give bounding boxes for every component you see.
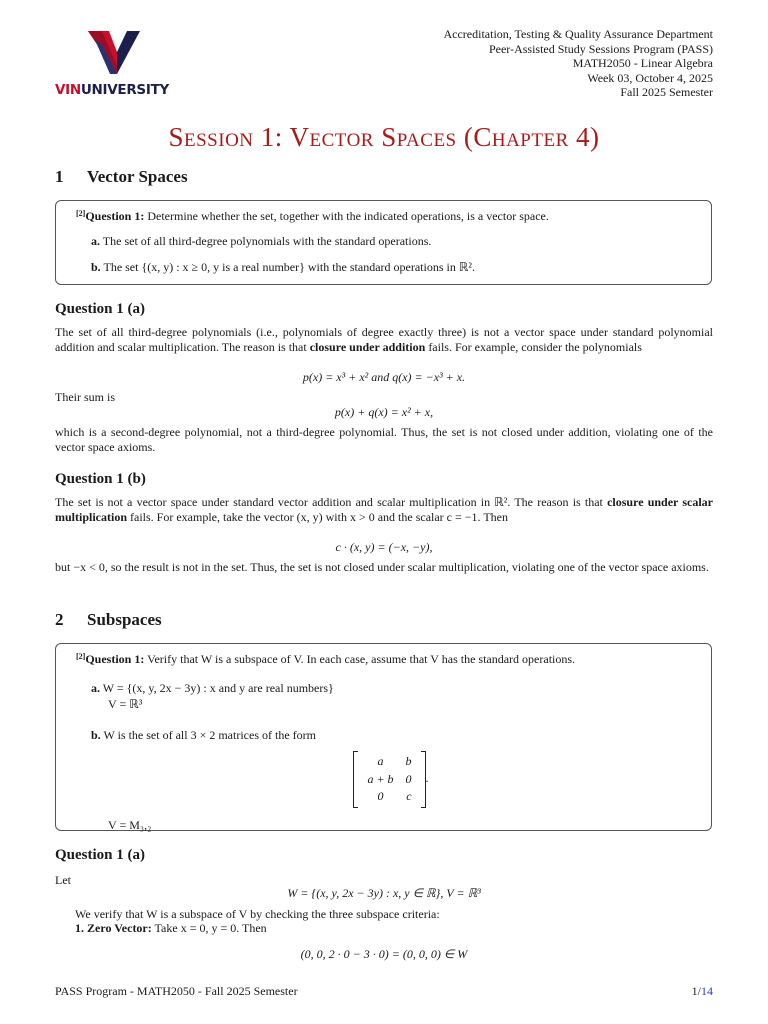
item-text-line2: V = ℝ³ — [108, 696, 143, 711]
equation: W = {(x, y, 2x − 3y) : x, y ∈ ℝ}, V = ℝ³ — [287, 886, 481, 900]
matrix-period: . — [425, 771, 429, 786]
matrix-cell: b — [405, 754, 412, 769]
question-box — [55, 643, 712, 831]
question-item-a — [91, 234, 691, 249]
paragraph-text: The set of all third-degree polynomials (i.e., polynomials of degree exactly three) is not a vector space under standard polynomial addition and scalar multiplication. The reason is that — [55, 325, 713, 354]
paragraph-text: fails. For example, take the vector (x, y) with x > 0 and the scalar c = −1. Then — [127, 509, 508, 524]
answer-paragraph: Their sum is — [55, 390, 115, 404]
matrix-display — [91, 751, 691, 807]
answer-paragraph: Let — [55, 873, 71, 887]
footer-text: PASS Program - MATH2050 - Fall 2025 Semester — [55, 984, 298, 998]
question-item-a — [91, 681, 691, 712]
section-title: Vector Spaces — [87, 167, 188, 186]
item-text: W is the set of all 3 × 2 matrices of the form — [103, 728, 316, 743]
answer-heading: Question 1 (a) — [55, 847, 145, 863]
equation: p(x) + q(x) = x² + x, — [334, 405, 434, 419]
section-heading — [55, 609, 162, 631]
question-text: Determine whether the set, together with the indicated operations, is a vector space. — [147, 209, 549, 223]
header-semester: Fall 2025 Semester — [620, 85, 713, 100]
paragraph-text: fails. For example, consider the polynomials — [425, 339, 642, 354]
vinuniversity-logo — [55, 26, 175, 100]
section-heading — [55, 166, 188, 188]
equation: c · (x, y) = (−x, −y), — [335, 540, 433, 554]
question-item-b — [91, 260, 691, 275]
equation: p(x) = x³ + x² and q(x) = −x³ + x. — [302, 370, 466, 384]
matrix-cell: 0 — [405, 771, 412, 786]
logo-wordmark — [55, 82, 169, 99]
item-label: b. — [91, 728, 101, 743]
item-text: The set of all third-degree polynomials with the standard operations. — [102, 234, 432, 249]
section-title: Subspaces — [87, 610, 162, 629]
total-pages-link[interactable]: 14 — [701, 984, 713, 998]
paragraph-bold: closure under scalar multiplication — [55, 495, 713, 524]
step-label: 1. Zero Vector: — [75, 921, 152, 935]
header-info — [443, 27, 713, 100]
item-text: W = {(x, y, 2x − 3y) : x and y are real numbers} — [102, 681, 334, 696]
logo-vin-text: VIN — [55, 82, 81, 98]
item-label: b. — [91, 259, 101, 274]
question-item-b — [91, 728, 691, 833]
answer-step — [55, 921, 713, 936]
logo-university-text: UNIVERSITY — [80, 82, 169, 98]
page-separator: / — [697, 984, 701, 998]
v-mark-icon — [55, 26, 175, 82]
answer-heading: Question 1 (b) — [55, 471, 146, 487]
header-department: Accreditation, Testing & Quality Assurance Department — [443, 27, 713, 41]
question-points: [2] — [76, 652, 86, 661]
page-title: Session 1: Vector Spaces (Chapter 4) — [168, 122, 600, 152]
question-points: [2] — [76, 209, 86, 218]
item-text-v: V = M₃,₂ — [108, 817, 152, 832]
item-label: a. — [91, 234, 100, 249]
question-line — [76, 652, 691, 667]
question-line — [76, 209, 691, 224]
answer-paragraph: which is a second-degree polynomial, not a third-degree polynomial. Thus, the set is not closed under addition, violating one of the vector space axioms. — [55, 425, 713, 454]
step-text: Take x = 0, y = 0. Then — [151, 921, 267, 935]
matrix-cell: 0 — [377, 789, 384, 804]
matrix-cell: a — [377, 754, 384, 769]
paragraph-text: The set is not a vector space under standard vector addition and scalar multiplication in ℝ². The reason is that — [55, 495, 608, 509]
answer-paragraph — [55, 325, 713, 354]
matrix-cell: c — [406, 789, 412, 804]
question-label: Question 1: — [85, 652, 145, 666]
current-page: 1 — [691, 984, 698, 998]
answer-heading: Question 1 (a) — [55, 301, 145, 317]
header-program: Peer-Assisted Study Sessions Program (PASS) — [488, 41, 713, 56]
item-label: a. — [91, 681, 100, 696]
equation: (0, 0, 2 · 0 − 3 · 0) = (0, 0, 0) ∈ W — [300, 947, 468, 961]
paragraph-bold: closure under addition — [309, 339, 426, 354]
section-number: 1 — [55, 167, 64, 186]
header-week: Week 03, October 4, 2025 — [587, 70, 713, 85]
section-number: 2 — [55, 610, 64, 629]
answer-paragraph: We verify that W is a subspace of V by checking the three subspace criteria: — [75, 907, 440, 921]
answer-paragraph — [55, 495, 713, 524]
header-course: MATH2050 - Linear Algebra — [572, 56, 713, 71]
question-label: Question 1: — [85, 209, 145, 223]
matrix — [353, 751, 425, 807]
answer-paragraph: but −x < 0, so the result is not in the set. Thus, the set is not closed under scalar multiplication, violating one of the vector space axioms. — [55, 560, 709, 574]
page-number — [692, 984, 713, 999]
question-text: Verify that W is a subspace of V. In each case, assume that V has the standard operations. — [147, 652, 576, 666]
question-box — [55, 200, 712, 285]
matrix-cell: a + b — [367, 771, 394, 786]
item-text: The set {(x, y) : x ≥ 0, y is a real number} with the standard operations in ℝ². — [103, 259, 475, 274]
